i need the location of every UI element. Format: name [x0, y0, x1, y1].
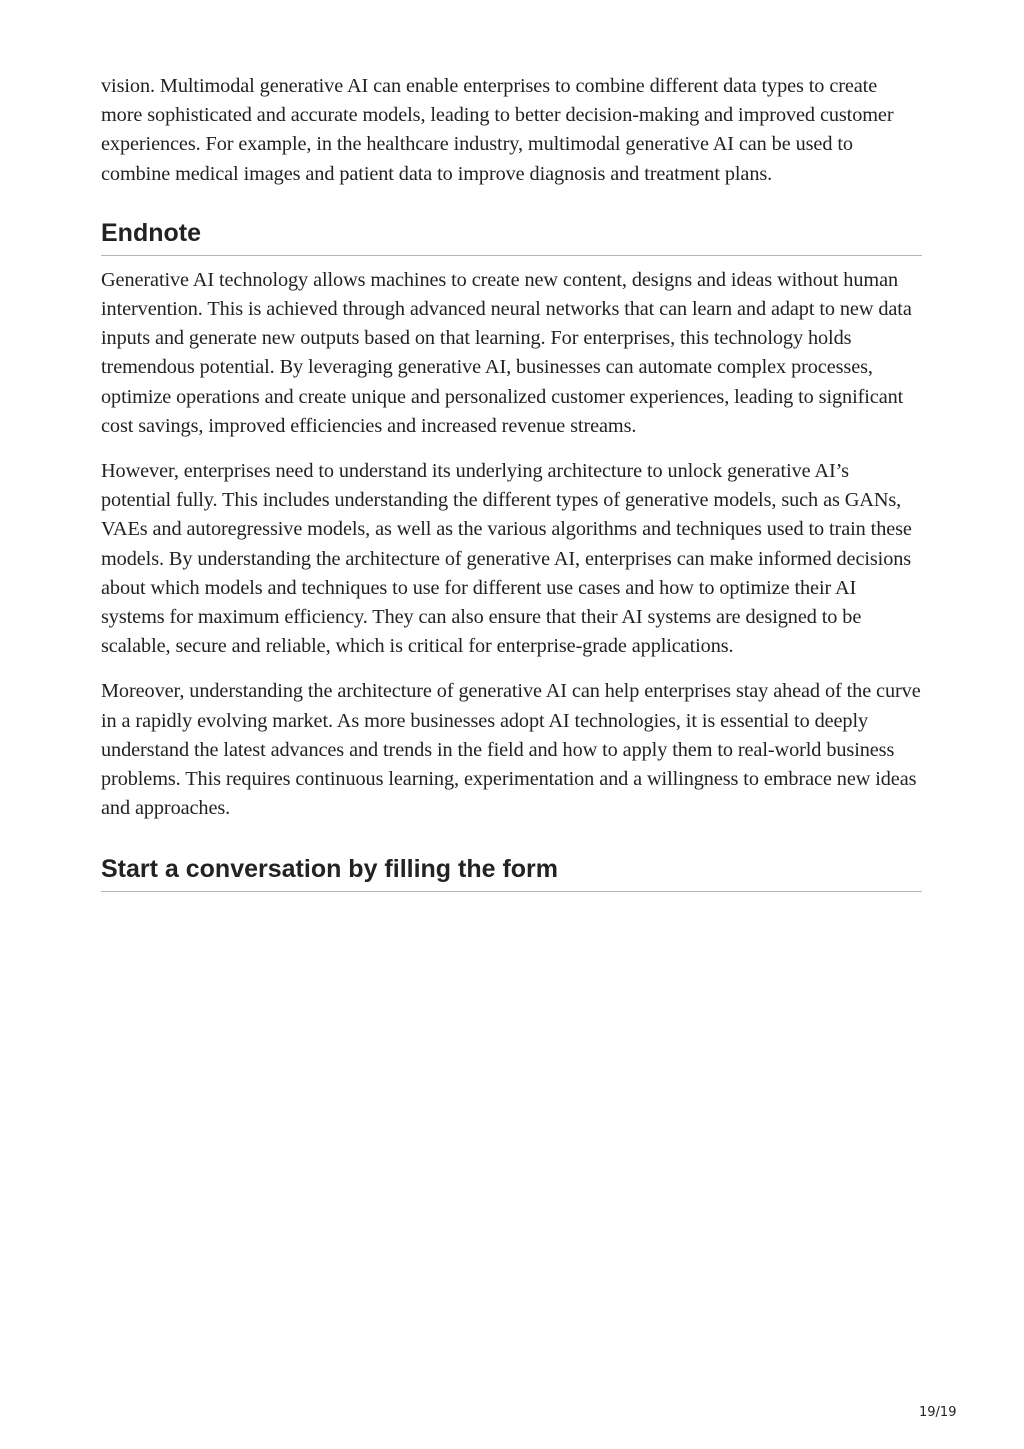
- page-number: 19/19: [919, 1405, 957, 1420]
- endnote-paragraph-3: Moreover, understanding the architecture of generative AI can help enterprises stay ahead of the curve in a rapidly evolving market. As more businesses adopt AI technologies, it is essential to deeply understand the latest advances and trends in the field and how to apply them to real-world business problems. This requires continuous learning, experimentation and a willingness to embrace new ideas and approaches.: [101, 680, 921, 820]
- endnote-paragraph-2: However, enterprises need to understand its underlying architecture to unlock generative AI’s potential fully. This includes understanding the different types of generative models, such as GANs, VAEs and autoregressive models, as well as the various algorithms and techniques used to train these models. By understanding the architecture of generative AI, enterprises can make informed decisions about which models and techniques to use for different use cases and how to optimize their AI systems for maximum efficiency. They can also ensure that their AI systems are designed to be scalable, secure and reliable, which is critical for enterprise-grade applications.: [101, 460, 912, 658]
- endnote-paragraph-1: Generative AI technology allows machines to create new content, designs and ideas without human intervention. This is achieved through advanced neural networks that can learn and adapt to new data inputs and generate new outputs based on that learning. For enterprises, this technology holds tremendous potential. By leveraging generative AI, businesses can automate complex processes, optimize operations and create unique and personalized customer experiences, leading to significant cost savings, improved efficiencies and increased revenue streams.: [101, 268, 912, 437]
- form-section-heading: Start a conversation by filling the form: [101, 855, 922, 892]
- endnote-heading: Endnote: [101, 219, 922, 256]
- document-page: [101, 72, 922, 892]
- intro-paragraph: vision. Multimodal generative AI can enable enterprises to combine different data types to create more sophisticated and accurate models, leading to better decision-making and improved customer experiences. For example, in the healthcare industry, multimodal generative AI can be used to combine medical images and patient data to improve diagnosis and treatment plans.: [101, 75, 894, 185]
